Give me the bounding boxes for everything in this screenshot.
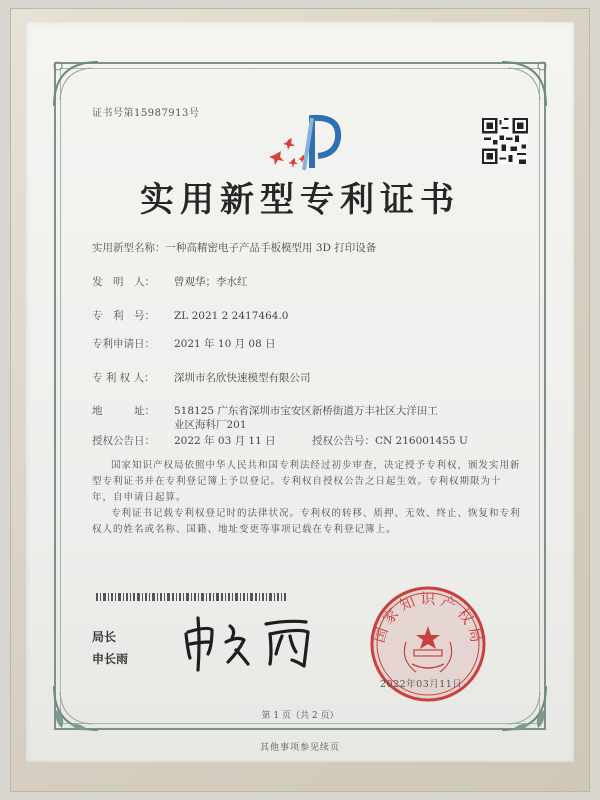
field-grant-date: [92, 433, 276, 448]
seal-text: 国家知识产权局: [369, 589, 487, 649]
field-grant-number: [312, 433, 468, 448]
field-address: [92, 403, 438, 418]
patentee-value: 深圳市名欣快速模型有限公司: [174, 372, 311, 384]
certificate-title: 实用新型专利证书: [140, 180, 460, 220]
grant-number-label: 授权公告号：: [312, 435, 375, 447]
paragraph-legal-status: 专利证书记载专利权登记时的法律状况。专利权的转移、质押、无效、终止、恢复和专利权人的姓名或名称、国籍、地址变更等事项记载在专利登记簿上。: [92, 508, 521, 535]
certificate-number: 证书号第15987913号: [92, 108, 200, 119]
field-utility-model-name: [92, 240, 376, 255]
footer-note: 其他事项参见续页: [259, 743, 340, 753]
director-name: 申长雨: [92, 652, 129, 666]
director-signature: [178, 612, 328, 672]
inventors-value: 曾观华；李水红: [174, 276, 248, 288]
patentee-label: 专 利 权 人：: [92, 372, 155, 384]
director-title: 局长: [92, 630, 117, 644]
address-label: 地 址：: [92, 405, 155, 417]
qr-code: [482, 118, 528, 164]
application-date-value: 2021 年 10 月 08 日: [174, 338, 276, 350]
utility-model-name-value: 一种高精密电子产品手板模型用 3D 打印设备: [165, 242, 377, 254]
grant-date-value: 2022 年 03 月 11 日: [174, 435, 276, 447]
patent-number-label: 专 利 号：: [92, 310, 155, 322]
patent-number-value: ZL 2021 2 2417464.0: [174, 310, 289, 322]
cnipa-logo-icon: [268, 108, 350, 180]
utility-model-name-label: 实用新型名称：: [92, 242, 166, 254]
address-value-line1: 518125 广东省深圳市宝安区新桥街道万丰社区大洋田工: [174, 405, 438, 417]
field-patent-number: [92, 308, 288, 323]
field-application-date: [92, 336, 276, 351]
field-address-line2: [174, 417, 247, 432]
barcode-strip: [96, 586, 286, 594]
corner-ornament-top-right: [496, 56, 552, 112]
grant-number-value: CN 216001455 U: [375, 435, 468, 447]
inventors-label: 发 明 人：: [92, 276, 155, 288]
field-patentee: [92, 370, 311, 385]
field-inventors: [92, 274, 248, 289]
paragraph-grant-statement: 国家知识产权局依照中华人民共和国专利法经过初步审查，决定授予专利权，颁发实用新型专利证书并在专利登记簿上予以登记。专利权自授权公告之日起生效。专利权期限为十年，自申请日起算。: [92, 460, 521, 503]
seal-date: 2022年03月11日: [380, 679, 463, 690]
application-date-label: 专利申请日：: [92, 338, 155, 350]
page-indicator: 第 1 页（共 2 页）: [261, 711, 339, 721]
address-value-line2: 业区海科厂201: [174, 419, 247, 431]
grant-date-label: 授权公告日：: [92, 435, 155, 447]
